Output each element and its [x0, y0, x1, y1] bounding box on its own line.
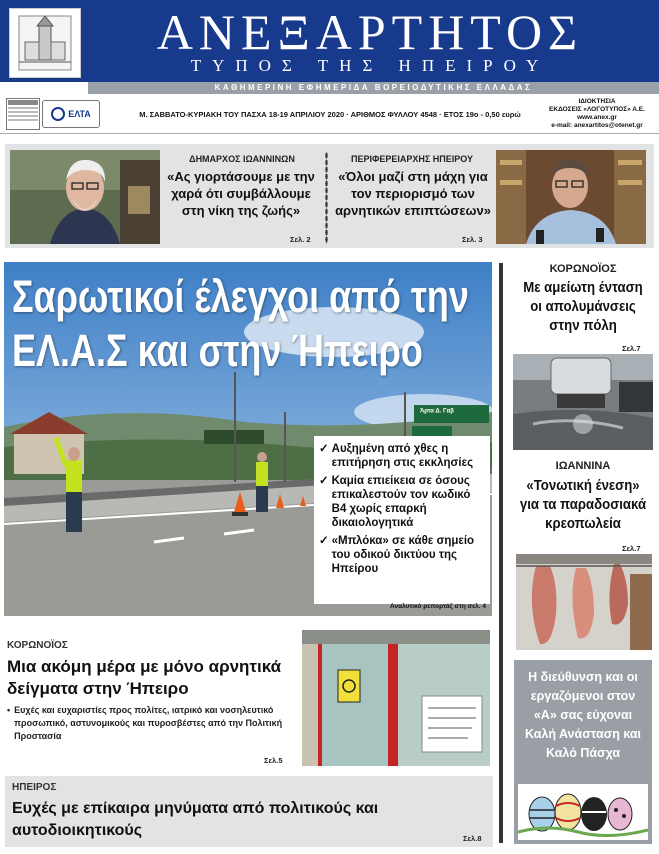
top-right-page-ref: Σελ. 3	[462, 235, 483, 244]
mayor-photo	[10, 150, 160, 244]
newspaper-subtitle: ΤΥΠΟΣ ΤΗΣ ΗΠΕΙΡΟΥ	[190, 56, 550, 75]
side1-headline[interactable]: Με αμείωτη ένταση οι απολυμάνσεις στην πόλη	[523, 279, 643, 334]
top-left-page-ref: Σελ. 2	[290, 235, 311, 244]
church-logo	[9, 8, 81, 78]
publisher-email: e-mail: anexartitos@otenet.gr	[551, 122, 643, 129]
butcher-shop-photo	[516, 554, 652, 650]
disinfection-photo	[513, 354, 653, 450]
publisher-website: www.anex.gr	[577, 114, 617, 121]
postage-stamp-box	[6, 98, 40, 130]
mid-bullet-text: Ευχές και ευχαριστίες προς πολίτες, ιατρικό και νοσηλευτικό προσωπικό, αστυνομικούς και πυροσβέστες από την Πολιτική Προστασία	[14, 705, 283, 741]
newspaper-title: ΑΝΕΞΑΡΤΗΤΟΣ	[156, 4, 584, 60]
side1-kicker: ΚΟΡΩΝΟΪΟΣ	[549, 263, 617, 275]
mid-bullet	[7, 704, 292, 743]
mid-page-ref: Σελ.5	[264, 756, 283, 765]
publisher-line-2: ΕΚΔΟΣΕΙΣ «ΛΟΓΟΤΥΠΟΣ» Α.Ε.	[549, 106, 645, 113]
greeting-text: Η διεύθυνση και οι εργαζόμενοι στον «Α» σας εύχοναι Καλή Ανάσταση και Καλό Πάσχα	[524, 670, 642, 760]
lead-headline[interactable]	[12, 270, 469, 378]
lead-headline-line-1: Σαρωτικοί έλεγχοι από την	[12, 271, 469, 322]
lead-headline-line-2: ΕΛ.Α.Σ και στην Ήπειρο	[12, 325, 423, 376]
elta-circle-icon	[51, 107, 65, 121]
top-left-kicker: ΔΗΜΑΡΧΟΣ ΙΩΑΝΝΙΝΩΝ	[189, 154, 295, 164]
dotted-divider	[325, 152, 328, 244]
publisher-info	[538, 98, 656, 130]
road-sign-text: Άρτα Δ. Γαβ	[420, 408, 454, 414]
bottom-page-ref: Σελ.8	[463, 834, 482, 843]
lead-bullet	[319, 442, 485, 470]
lead-bullet	[319, 474, 485, 530]
top-right-kicker: ΠΕΡΙΦΕΡΕΙΑΡΧΗΣ ΗΠΕΙΡΟΥ	[350, 154, 474, 164]
bottom-kicker: ΗΠΕΙΡΟΣ	[12, 782, 57, 793]
lead-bullets	[314, 436, 490, 604]
side2-headline[interactable]: «Τονωτική ένεση» για τα παραδοσιακά κρεοπωλεία	[519, 477, 647, 532]
lead-bullet-text: Καμία επιείκεια σε όσους επικαλεστούν τον κωδικό Β4 χωρίς επαρκή δικαιολογητικά	[331, 475, 471, 529]
governor-photo	[496, 150, 646, 244]
mid-kicker: ΚΟΡΩΝΟΪΟΣ	[7, 640, 68, 651]
lead-bullet	[319, 534, 485, 576]
top-right-quote[interactable]: «Όλοι μαζί στη μάχη για τον περιορισμό των αρνητικών επιπτώσεων»	[335, 169, 491, 218]
elta-logo	[42, 100, 100, 128]
easter-eggs-image	[518, 784, 648, 840]
lead-bullet-text: «Μπλόκα» σε κάθε σημείο του οδικού δικτύου της Ηπείρου	[331, 535, 475, 575]
lead-bullet-text: Αυξημένη από χθες η επιτήρηση στις εκκλησίες	[331, 443, 474, 469]
publisher-line-1: ΙΔΙΟΚΤΗΣΙΑ	[578, 98, 616, 105]
check-icon: ✓	[319, 475, 329, 487]
side2-page-ref: Σελ.7	[622, 544, 641, 553]
lead-report-ref: Αναλυτικό ρεπορτάζ στη σελ. 4	[390, 603, 486, 610]
top-left-quote[interactable]: «Ας γιορτάσουμε με την χαρά ότι συμβάλλουμε στη νίκη της ζωής»	[167, 169, 315, 218]
column-divider	[499, 263, 503, 843]
bottom-headline[interactable]: Ευχές με επίκαιρα μηνύματα από πολιτικούς και αυτοδιοικητικούς	[12, 800, 379, 839]
mid-headline[interactable]: Μια ακόμη μέρα με μόνο αρνητικά δείγματα στην Ήπειρο	[7, 657, 282, 698]
check-icon: ✓	[319, 443, 329, 455]
hospital-door-photo	[302, 630, 490, 766]
check-icon: ✓	[319, 535, 329, 547]
issue-info: Μ. ΣΑΒΒΑΤΟ-ΚΥΡΙΑΚΗ ΤΟΥ ΠΑΣΧΑ 18-19 ΑΠΡΙΛΙΟΥ 2020 · ΑΡΙΘΜΟΣ ΦΥΛΛΟΥ 4548 · ΕΤΟΣ 19ο - 0,50 ευρώ	[139, 110, 521, 119]
side1-page-ref: Σελ.7	[622, 344, 641, 353]
tagline: ΚΑΘΗΜΕΡΙΝΗ ΕΦΗΜΕΡΙΔΑ ΒΟΡΕΙΟΔΥΤΙΚΗΣ ΕΛΛΑΔΑΣ	[88, 82, 659, 94]
side2-kicker: ΙΩΑΝΝΙΝΑ	[555, 460, 611, 472]
elta-label: ΕΛΤΑ	[68, 109, 91, 119]
bullet-dot-icon: •	[7, 705, 11, 715]
